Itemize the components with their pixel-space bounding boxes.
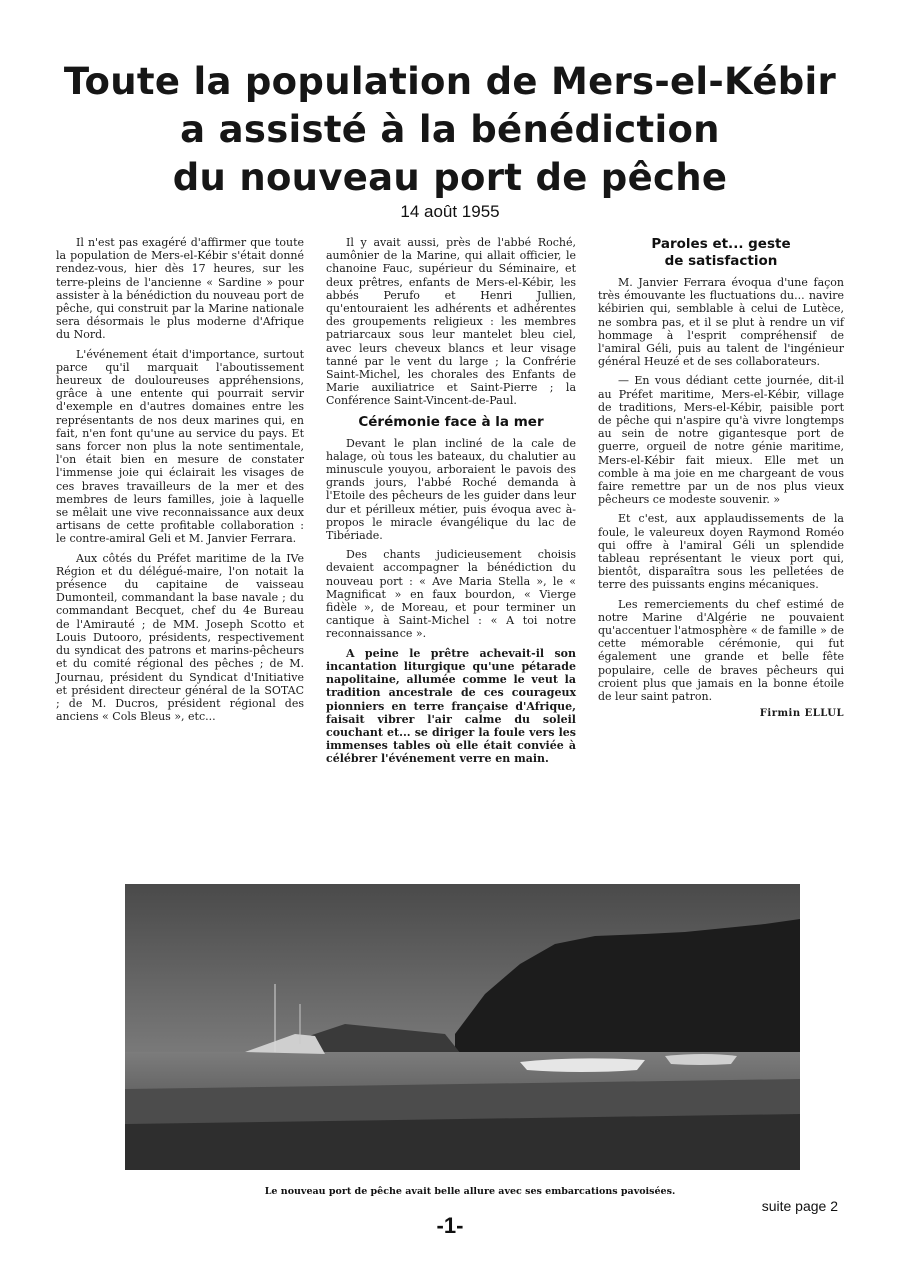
col3-paragraph-1: M. Janvier Ferrara évoqua d'une façon très émouvante les fluctuations du... navire kébirien qui, semblable à celui de Lutèce, ne sombra pas, et il se plut à rendre un vif hommage à l'esprit compréhensif de l'amiral Géli, puis au talent de l'ingénieur général Heuzé et de ses collaborateurs. — [598, 276, 844, 369]
col1-paragraph-1: Il n'est pas exagéré d'affirmer que toute la population de Mers-el-Kébir s'était donné rendez-vous, hier dès 17 heures, sur les terre-pleins de l'ancienne « Sardine » pour assister à la bénédiction du nouveau port de pêche, qui construit par la Marine nationale sera désormais le plus moderne d'Afrique du Nord. — [56, 236, 304, 342]
subheading-ceremonie: Cérémonie face à la mer — [358, 413, 544, 430]
subheading-paroles-line-1: Paroles et... geste — [651, 236, 791, 252]
col1-paragraph-3: Aux côtés du Préfet maritime de la IVe Région et du délégué-maire, l'on notait la présence du capitaine de vaisseau Dumonteil, commandant la base navale ; du commandant Becquet, chef du 4e Bureau de l'Amirauté ; de MM. Joseph Scotto et Louis Dutooro, présidents, respectivement du syndicat des patrons et marins-pêcheurs et du comité régional des pêches ; de M. Journau, président du Syndicat d'Initiative et président directeur général de la SOTAC ; de M. Ducros, président régional des anciens « Cols Bleus », etc... — [56, 551, 304, 724]
article-headline — [60, 58, 840, 202]
column-3 — [598, 236, 844, 721]
article-date: 14 août 1955 — [400, 202, 500, 221]
col2-paragraph-1: Il y avait aussi, près de l'abbé Roché, aumônier de la Marine, qui allait officier, le chanoine Fauc, supérieur du Séminaire, et deux prêtres, enfants de Mers-el-Kébir, les abbés Perufo et Henri Jullien, qu'entouraient les adhérents et adhérentes des groupements religieux : les membres patriarcaux sous leur mantelet bleu ciel, avec leurs cheveux blancs et leur visage tanné par le vent du large ; la Confrérie Saint-Michel, les chorales des Enfants de Marie auxiliatrice et Saint-Pierre ; la Conférence Saint-Vincent-de-Paul. — [326, 236, 576, 408]
col2-paragraph-4: A peine le prêtre achevait-il son incantation liturgique qu'une pétarade napolitaine, allumée comme le veut la tradition ancestrale de ces courageux pionniers en terre française d'Afrique, faisait vibrer l'air calme du soleil couchant et... se diriger la foule vers les immenses tables où elle était conviée à célébrer l'événement verre en main. — [326, 646, 576, 766]
page-number: -1- — [436, 1213, 464, 1238]
subheading-paroles-line-2: de satisfaction — [664, 253, 778, 269]
headline-line-3: du nouveau port de pêche — [172, 156, 728, 199]
subheading-paroles — [598, 236, 844, 270]
col3-paragraph-2: — En vous dédiant cette journée, dit-il au Préfet maritime, Mers-el-Kébir, village de traditions, Mers-el-Kébir, paisible port de pêche qui n'aspire qu'à vivre longtemps au sein de notre gigantesque port de guerre, orgueil de notre génie maritime, Mers-el-Kébir fait mieux. Elle met un comble à ma joie en me chargeant de vous faire remettre par un de nos plus vieux pêcheurs ce modeste souvenir. » — [598, 374, 844, 507]
author-signature: Firmin ELLUL — [759, 708, 844, 720]
headline-line-1: Toute la population de Mers-el-Kébir — [63, 60, 837, 103]
column-2 — [326, 236, 576, 772]
col3-paragraph-3: Et c'est, aux applaudissements de la foule, le valeureux doyen Raymond Roméo qui offre à l'amiral Géli un splendide tableau représentant le vieux port qui, bientôt, disparaîtra sous les pelletées de terre des puissants engins mécaniques. — [598, 512, 844, 592]
col1-paragraph-2: L'événement était d'importance, surtout parce qu'il marquait l'aboutissement heureux de douloureuses appréhensions, grâce à une entente qui pourrait servir d'exemple en d'autres domaines entre les représentants de nos deux marines qui, en fait, n'en font qu'une au service du pays. Et sans forcer non plus la note sentimentale, l'on était bien en mesure de constater l'immense joie qui éclairait les visages de ces braves travailleurs de la mer et des membres de leurs familles, joie à laquelle se mêlait une vive reconnaissance aux deux artisans de cette profitable collaboration : le contre-amiral Geli et M. Janvier Ferrara. — [56, 347, 304, 546]
col2-paragraph-2: Devant le plan incliné de la cale de halage, où tous les bateaux, du chalutier au minuscule youyou, arboraient le pavois des grands jours, l'abbé Roché demanda à l'Etoile des pêcheurs de les guider dans leur dur et périlleux métier, puis évoqua avec à-propos le miracle évangélique du lac de Tibériade. — [326, 436, 576, 543]
harbor-photo — [125, 884, 800, 1170]
continued-notice: suite page 2 — [761, 1198, 838, 1214]
col3-paragraph-4: Les remerciements du chef estimé de notre Marine d'Algérie ne pouvaient qu'accentuer l'atmosphère « de famille » de cette mémorable cérémonie, qui fut également une grande et belle fête populaire, celle de braves pêcheurs qui croient plus que jamais en la bonne étoile de leur saint patron. — [598, 597, 844, 704]
col2-paragraph-3: Des chants judicieusement choisis devaient accompagner la bénédiction du nouveau port : « Ave Maria Stella », le « Magnificat » en faux bourdon, « Vierge fidèle », de Moreau, et pour terminer un cantique à Saint-Michel : « A toi notre reconnaissance ». — [326, 548, 576, 641]
harbor-photo-image — [125, 884, 800, 1170]
headline-line-2: a assisté à la bénédiction — [180, 108, 720, 151]
column-1 — [56, 236, 304, 729]
photo-caption: Le nouveau port de pêche avait belle allure avec ses embarcations pavoisées. — [264, 1186, 676, 1197]
